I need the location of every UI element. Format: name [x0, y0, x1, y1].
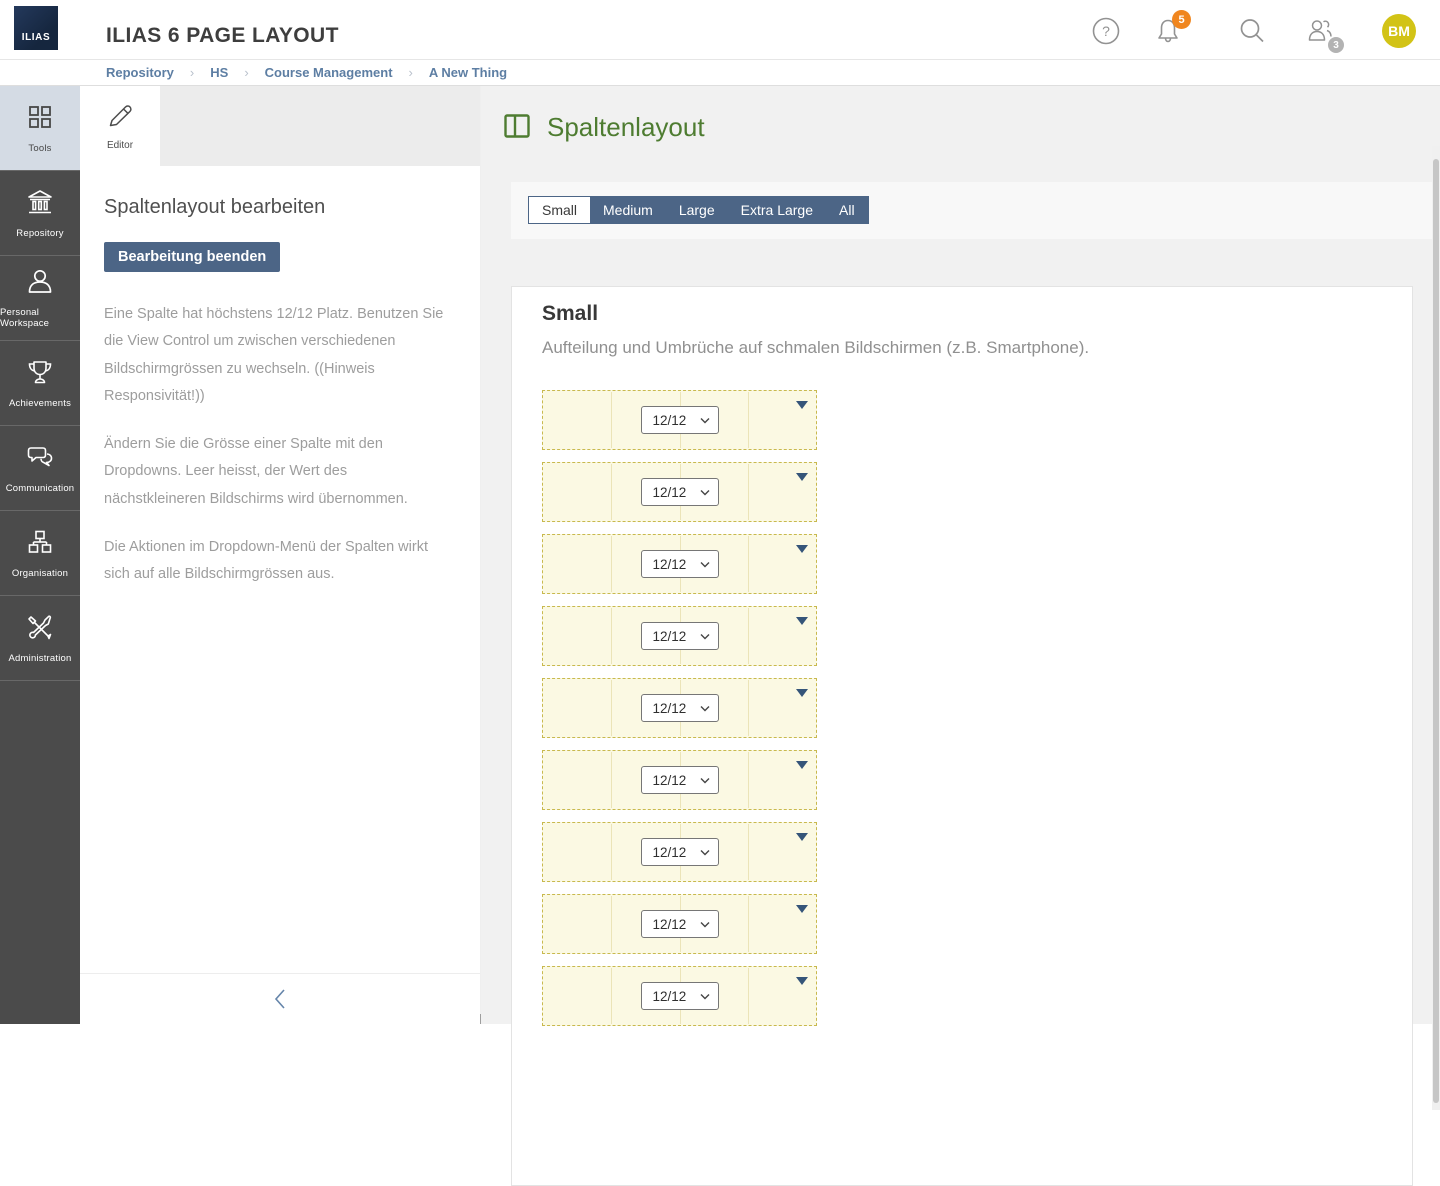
chevron-right-icon: › [189, 65, 195, 80]
column-divider [611, 752, 612, 808]
column-divider [748, 968, 749, 1024]
column-divider [748, 824, 749, 880]
column-rows [542, 390, 817, 1038]
column-width-value: 12/12 [652, 916, 687, 932]
sidebar-item-communication[interactable] [0, 426, 80, 511]
view-control-small[interactable]: Small [529, 197, 590, 223]
collapse-panel-button[interactable] [270, 987, 290, 1011]
org-chart-icon [26, 528, 54, 561]
chevron-down-icon [701, 634, 709, 638]
chevron-right-icon: › [408, 65, 413, 80]
notification-count-badge: 5 [1172, 10, 1191, 29]
breadcrumb [0, 60, 1440, 86]
column-layout-icon [503, 112, 531, 145]
breadcrumb-course-management[interactable]: Course Management [264, 65, 393, 80]
layout-column-row [542, 750, 817, 810]
chevron-down-icon [701, 922, 709, 926]
card-subtitle: Aufteilung und Umbrüche auf schmalen Bildschirmen (z.B. Smartphone). [542, 338, 1090, 357]
column-width-select[interactable] [641, 982, 719, 1010]
chevron-down-icon [701, 418, 709, 422]
column-width-select[interactable] [641, 550, 719, 578]
chevron-down-icon [701, 994, 709, 998]
help-icon[interactable] [1091, 16, 1121, 46]
column-actions-dropdown-icon[interactable] [796, 401, 808, 409]
breadcrumb-hs[interactable]: HS [210, 65, 229, 80]
column-actions-dropdown-icon[interactable] [796, 689, 808, 697]
column-actions-dropdown-icon[interactable] [796, 833, 808, 841]
sidebar-item-label: Achievements [8, 397, 72, 409]
column-width-select[interactable] [641, 910, 719, 938]
sidebar-item-label: Tools [28, 142, 52, 154]
column-divider [748, 608, 749, 664]
scrollbar-thumb[interactable] [1433, 159, 1439, 1103]
tools-icon [26, 103, 54, 136]
sidebar-item-label: Repository [16, 227, 64, 239]
layout-column-row [542, 534, 817, 594]
main-sidebar [0, 86, 80, 1024]
sidebar-item-tools[interactable] [0, 86, 80, 171]
view-control-toolbar [511, 182, 1432, 239]
column-divider [748, 464, 749, 520]
trophy-icon [25, 358, 55, 391]
tab-editor-label: Editor [106, 139, 134, 151]
editor-tabbar [80, 86, 480, 166]
online-users-count-badge: 3 [1328, 37, 1344, 53]
content-title: Spaltenlayout [547, 112, 705, 142]
column-divider [611, 464, 612, 520]
sidebar-item-label: Communication [5, 482, 75, 494]
column-actions-dropdown-icon[interactable] [796, 761, 808, 769]
tab-editor[interactable] [80, 86, 160, 166]
column-divider [611, 536, 612, 592]
end-editing-button[interactable]: Bearbeitung beenden [104, 242, 280, 272]
panel-help-text [104, 301, 444, 588]
column-width-select[interactable] [641, 766, 719, 794]
column-width-select[interactable] [641, 478, 719, 506]
column-width-value: 12/12 [652, 844, 687, 860]
avatar-initials: BM [1388, 23, 1410, 39]
small-layout-card [511, 286, 1413, 1186]
chevron-down-icon [701, 706, 709, 710]
sidebar-item-administration[interactable] [0, 596, 80, 681]
main-content [481, 86, 1440, 1024]
card-heading: Small [542, 302, 599, 325]
svg-text:?: ? [1102, 23, 1110, 39]
sidebar-item-personal-workspace[interactable] [0, 256, 80, 341]
crossed-tools-icon [25, 613, 55, 646]
top-bar [0, 0, 1440, 60]
breadcrumb-a-new-thing[interactable]: A New Thing [428, 65, 508, 80]
ilias-logo[interactable] [14, 6, 58, 50]
column-divider [748, 680, 749, 736]
column-divider [748, 536, 749, 592]
chevron-down-icon [701, 778, 709, 782]
person-icon [26, 267, 54, 300]
column-width-value: 12/12 [652, 556, 687, 572]
column-width-select[interactable] [641, 406, 719, 434]
column-width-value: 12/12 [652, 484, 687, 500]
column-actions-dropdown-icon[interactable] [796, 905, 808, 913]
help-paragraph: Die Aktionen im Dropdown-Menü der Spalten wirkt sich auf alle Bildschirmgrössen aus. [104, 538, 428, 582]
column-divider [611, 824, 612, 880]
layout-column-row [542, 678, 817, 738]
column-width-value: 12/12 [652, 988, 687, 1004]
column-divider [611, 608, 612, 664]
sidebar-item-repository[interactable] [0, 171, 80, 256]
user-avatar[interactable] [1382, 14, 1416, 48]
logo-text: ILIAS [21, 32, 51, 43]
help-paragraph: Ändern Sie die Grösse einer Spalte mit den Dropdowns. Leer heisst, der Wert des nächstkleineren Bildschirms wird übernommen. [104, 436, 408, 507]
column-divider [748, 896, 749, 952]
chevron-right-icon: › [244, 65, 249, 80]
pencil-icon [106, 102, 134, 135]
column-divider [611, 896, 612, 952]
column-divider [748, 752, 749, 808]
column-actions-dropdown-icon[interactable] [796, 977, 808, 985]
page-title: ILIAS 6 PAGE LAYOUT [106, 24, 339, 47]
chevron-down-icon [701, 850, 709, 854]
column-divider [611, 680, 612, 736]
view-control-medium[interactable]: Medium [603, 202, 653, 218]
sidebar-item-label: Administration [8, 652, 72, 664]
layout-column-row [542, 462, 817, 522]
sidebar-item-organisation[interactable] [0, 511, 80, 596]
repository-icon [25, 188, 55, 221]
chevron-down-icon [701, 490, 709, 494]
layout-column-row [542, 606, 817, 666]
view-control-extra-large[interactable]: Extra Large [740, 202, 813, 218]
column-divider [748, 392, 749, 448]
sidebar-item-achievements[interactable] [0, 341, 80, 426]
content-header [481, 86, 1440, 182]
layout-column-row [542, 822, 817, 882]
sidebar-item-label: Personal Workspace [0, 307, 50, 329]
panel-footer [80, 973, 480, 1024]
column-width-select[interactable] [641, 622, 719, 650]
online-users-icon[interactable] [1305, 16, 1339, 51]
chevron-down-icon [701, 562, 709, 566]
view-control-all[interactable]: All [839, 202, 855, 218]
column-width-value: 12/12 [652, 628, 687, 644]
column-width-value: 12/12 [652, 412, 687, 428]
column-actions-dropdown-icon[interactable] [796, 545, 808, 553]
editor-side-panel [80, 86, 480, 1024]
column-divider [611, 968, 612, 1024]
column-width-value: 12/12 [652, 700, 687, 716]
chat-bubbles-icon [25, 443, 55, 476]
column-width-value: 12/12 [652, 772, 687, 788]
panel-heading: Spaltenlayout bearbeiten [104, 196, 326, 218]
view-control-large[interactable]: Large [678, 202, 715, 218]
layout-column-row [542, 894, 817, 954]
search-icon[interactable] [1237, 16, 1267, 46]
sidebar-item-label: Organisation [11, 567, 69, 579]
screen-size-view-control [528, 196, 869, 224]
layout-column-row [542, 966, 817, 1026]
column-width-select[interactable] [641, 838, 719, 866]
column-actions-dropdown-icon[interactable] [796, 473, 808, 481]
breadcrumb-repository[interactable]: Repository [106, 65, 174, 80]
column-divider [611, 392, 612, 448]
help-paragraph: Eine Spalte hat höchstens 12/12 Platz. Benutzen Sie die View Control um zwischen verschiedenen Bildschirmgrössen zu wechseln. ((Hinweis Responsivität!)) [104, 306, 444, 404]
vertical-scrollbar[interactable] [1432, 146, 1440, 1110]
notifications-bell-icon[interactable] [1153, 13, 1185, 46]
column-actions-dropdown-icon[interactable] [796, 617, 808, 625]
layout-column-row [542, 390, 817, 450]
column-width-select[interactable] [641, 694, 719, 722]
